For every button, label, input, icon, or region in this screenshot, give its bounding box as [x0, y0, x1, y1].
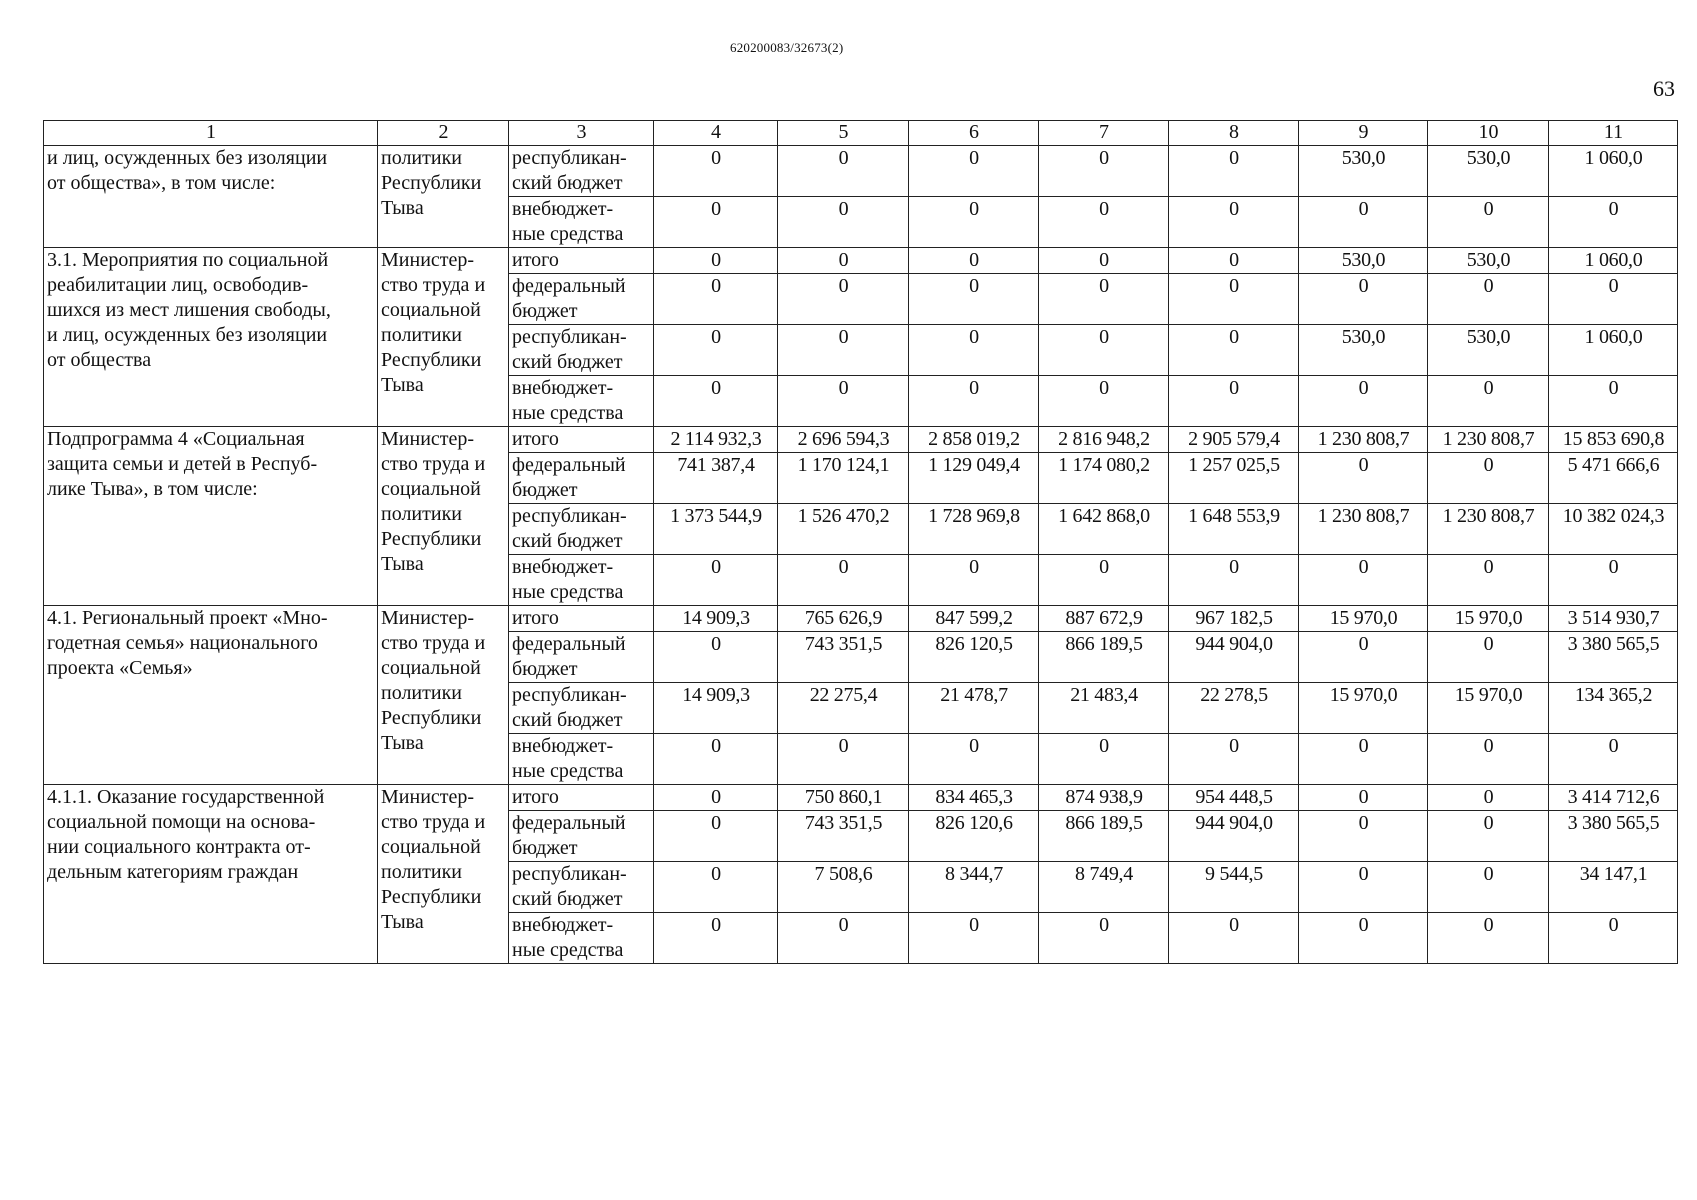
- funding-source-cell: [509, 734, 654, 785]
- value-cell: 22 278,5: [1169, 683, 1299, 734]
- value-cell: 0: [654, 862, 778, 913]
- value-cell: 0: [909, 555, 1039, 606]
- table-row: [44, 248, 1678, 274]
- value-cell: 530,0: [1428, 325, 1549, 376]
- value-cell: 0: [1039, 248, 1169, 274]
- value-cell: 0: [1169, 146, 1299, 197]
- funding-source-label: внебюджет- ные средства: [512, 198, 624, 245]
- value-cell: 944 904,0: [1169, 632, 1299, 683]
- value-cell: 8 344,7: [909, 862, 1039, 913]
- activity-name: Подпрограмма 4 «Социальная защита семьи и детей в Респуб- лике Тыва», в том числе:: [47, 428, 318, 500]
- value-cell: 1 257 025,5: [1169, 453, 1299, 504]
- value-cell: 2 816 948,2: [1039, 427, 1169, 453]
- value-cell: 0: [1299, 811, 1428, 862]
- value-cell: 0: [1169, 197, 1299, 248]
- value-cell: 0: [1428, 555, 1549, 606]
- funding-source-label: республикан- ский бюджет: [512, 505, 627, 552]
- value-cell: 0: [1299, 785, 1428, 811]
- value-cell: 826 120,5: [909, 632, 1039, 683]
- executor-cell: [378, 785, 509, 964]
- value-cell: 530,0: [1299, 248, 1428, 274]
- funding-source-label: республикан- ский бюджет: [512, 326, 627, 373]
- value-cell: 0: [778, 325, 909, 376]
- value-cell: 0: [1549, 734, 1678, 785]
- executor-name: Министер- ство труда и социальной политики Республики Тыва: [381, 428, 486, 575]
- table-row: [44, 427, 1678, 453]
- funding-source-label: федеральный бюджет: [512, 275, 626, 322]
- value-cell: 530,0: [1299, 325, 1428, 376]
- funding-source-cell: [509, 325, 654, 376]
- funding-source-label: внебюджет- ные средства: [512, 556, 624, 603]
- value-cell: 0: [1169, 913, 1299, 964]
- value-cell: 0: [909, 197, 1039, 248]
- funding-source-cell: [509, 274, 654, 325]
- activity-name-cell: [44, 146, 378, 248]
- value-cell: 5 471 666,6: [1549, 453, 1678, 504]
- value-cell: 0: [654, 197, 778, 248]
- value-cell: 3 414 712,6: [1549, 785, 1678, 811]
- value-cell: 10 382 024,3: [1549, 504, 1678, 555]
- column-header: 3: [509, 121, 654, 146]
- value-cell: 0: [1039, 555, 1169, 606]
- value-cell: 0: [1039, 913, 1169, 964]
- value-cell: 0: [1169, 734, 1299, 785]
- funding-source-label: федеральный бюджет: [512, 633, 626, 680]
- activity-name-cell: [44, 606, 378, 785]
- value-cell: 15 970,0: [1299, 683, 1428, 734]
- funding-source-cell: [509, 146, 654, 197]
- value-cell: 0: [778, 146, 909, 197]
- funding-source-label: итого: [512, 249, 559, 271]
- value-cell: 0: [778, 274, 909, 325]
- value-cell: 0: [1428, 913, 1549, 964]
- value-cell: 15 853 690,8: [1549, 427, 1678, 453]
- value-cell: 1 060,0: [1549, 325, 1678, 376]
- value-cell: 0: [1428, 197, 1549, 248]
- table-row: [44, 146, 1678, 197]
- column-header: 9: [1299, 121, 1428, 146]
- funding-source-cell: [509, 197, 654, 248]
- value-cell: 21 483,4: [1039, 683, 1169, 734]
- value-cell: 0: [654, 555, 778, 606]
- value-cell: 2 114 932,3: [654, 427, 778, 453]
- funding-source-cell: [509, 683, 654, 734]
- value-cell: 2 858 019,2: [909, 427, 1039, 453]
- value-cell: 0: [654, 376, 778, 427]
- value-cell: 750 860,1: [778, 785, 909, 811]
- value-cell: 3 514 930,7: [1549, 606, 1678, 632]
- value-cell: 866 189,5: [1039, 632, 1169, 683]
- value-cell: 0: [1169, 555, 1299, 606]
- value-cell: 1 230 808,7: [1428, 504, 1549, 555]
- value-cell: 0: [1299, 197, 1428, 248]
- activity-name: 4.1.1. Оказание государственной социальной помощи на основа- нии социального контракта от- дельным категориям граждан: [47, 786, 325, 883]
- activity-name: 3.1. Мероприятия по социальной реабилитации лиц, освободив- шихся из мест лишения свободы, и лиц, осужденных без изоляции от общества: [47, 249, 331, 371]
- value-cell: 530,0: [1428, 146, 1549, 197]
- column-header: 10: [1428, 121, 1549, 146]
- value-cell: 0: [1428, 862, 1549, 913]
- value-cell: 0: [1039, 274, 1169, 325]
- value-cell: 1 230 808,7: [1299, 504, 1428, 555]
- activity-name: и лиц, осужденных без изоляции от общества», в том числе:: [47, 147, 328, 194]
- funding-source-label: итого: [512, 607, 559, 629]
- value-cell: 2 905 579,4: [1169, 427, 1299, 453]
- value-cell: 866 189,5: [1039, 811, 1169, 862]
- value-cell: 0: [909, 325, 1039, 376]
- executor-cell: [378, 146, 509, 248]
- column-header: 11: [1549, 121, 1678, 146]
- funding-source-cell: [509, 376, 654, 427]
- value-cell: 34 147,1: [1549, 862, 1678, 913]
- funding-source-cell: [509, 811, 654, 862]
- value-cell: 743 351,5: [778, 632, 909, 683]
- funding-source-cell: [509, 453, 654, 504]
- column-header: 4: [654, 121, 778, 146]
- value-cell: 0: [909, 913, 1039, 964]
- value-cell: 0: [1299, 376, 1428, 427]
- value-cell: 887 672,9: [1039, 606, 1169, 632]
- value-cell: 0: [909, 146, 1039, 197]
- value-cell: 14 909,3: [654, 683, 778, 734]
- funding-source-label: республикан- ский бюджет: [512, 147, 627, 194]
- value-cell: 0: [909, 376, 1039, 427]
- value-cell: 9 544,5: [1169, 862, 1299, 913]
- value-cell: 0: [778, 376, 909, 427]
- funding-source-label: республикан- ский бюджет: [512, 684, 627, 731]
- column-header: 1: [44, 121, 378, 146]
- funding-source-label: итого: [512, 786, 559, 808]
- executor-cell: [378, 248, 509, 427]
- value-cell: 967 182,5: [1169, 606, 1299, 632]
- value-cell: 0: [1299, 632, 1428, 683]
- funding-source-label: федеральный бюджет: [512, 454, 626, 501]
- column-header: 8: [1169, 121, 1299, 146]
- value-cell: 0: [1549, 274, 1678, 325]
- value-cell: 0: [1428, 453, 1549, 504]
- value-cell: 0: [1549, 376, 1678, 427]
- value-cell: 0: [1299, 734, 1428, 785]
- value-cell: 1 642 868,0: [1039, 504, 1169, 555]
- value-cell: 1 728 969,8: [909, 504, 1039, 555]
- value-cell: 0: [1039, 325, 1169, 376]
- value-cell: 0: [1299, 555, 1428, 606]
- column-number-row: [44, 121, 1678, 146]
- value-cell: 1 648 553,9: [1169, 504, 1299, 555]
- value-cell: 1 129 049,4: [909, 453, 1039, 504]
- value-cell: 0: [1428, 811, 1549, 862]
- value-cell: 0: [1428, 274, 1549, 325]
- value-cell: 0: [909, 248, 1039, 274]
- funding-source-cell: [509, 785, 654, 811]
- value-cell: 0: [1299, 274, 1428, 325]
- value-cell: 847 599,2: [909, 606, 1039, 632]
- activity-name: 4.1. Региональный проект «Мно- годетная семья» национального проекта «Семья»: [47, 607, 328, 679]
- value-cell: 1 373 544,9: [654, 504, 778, 555]
- value-cell: 0: [1039, 197, 1169, 248]
- value-cell: 3 380 565,5: [1549, 632, 1678, 683]
- value-cell: 0: [909, 734, 1039, 785]
- value-cell: 0: [654, 811, 778, 862]
- executor-name: Министер- ство труда и социальной политики Республики Тыва: [381, 607, 486, 754]
- value-cell: 1 526 470,2: [778, 504, 909, 555]
- value-cell: 0: [778, 913, 909, 964]
- column-header: 7: [1039, 121, 1169, 146]
- value-cell: 0: [1169, 376, 1299, 427]
- value-cell: 0: [778, 734, 909, 785]
- value-cell: 1 060,0: [1549, 248, 1678, 274]
- value-cell: 2 696 594,3: [778, 427, 909, 453]
- value-cell: 14 909,3: [654, 606, 778, 632]
- value-cell: 0: [1039, 734, 1169, 785]
- value-cell: 21 478,7: [909, 683, 1039, 734]
- value-cell: 954 448,5: [1169, 785, 1299, 811]
- funding-source-cell: [509, 913, 654, 964]
- value-cell: 1 170 124,1: [778, 453, 909, 504]
- table-row: [44, 785, 1678, 811]
- value-cell: 0: [909, 274, 1039, 325]
- value-cell: 0: [654, 913, 778, 964]
- value-cell: 15 970,0: [1299, 606, 1428, 632]
- funding-source-cell: [509, 504, 654, 555]
- budget-table: [43, 120, 1678, 964]
- funding-source-cell: [509, 862, 654, 913]
- value-cell: 765 626,9: [778, 606, 909, 632]
- value-cell: 0: [1549, 913, 1678, 964]
- value-cell: 743 351,5: [778, 811, 909, 862]
- document-id: 620200083/32673(2): [730, 40, 844, 55]
- column-header: 2: [378, 121, 509, 146]
- value-cell: 0: [654, 734, 778, 785]
- value-cell: 0: [1169, 248, 1299, 274]
- value-cell: 741 387,4: [654, 453, 778, 504]
- value-cell: 0: [654, 248, 778, 274]
- funding-source-label: федеральный бюджет: [512, 812, 626, 859]
- value-cell: 874 938,9: [1039, 785, 1169, 811]
- value-cell: 7 508,6: [778, 862, 909, 913]
- value-cell: 0: [1549, 197, 1678, 248]
- value-cell: 0: [1299, 862, 1428, 913]
- value-cell: 0: [1299, 453, 1428, 504]
- activity-name-cell: [44, 785, 378, 964]
- column-header: 6: [909, 121, 1039, 146]
- table-body: [44, 146, 1678, 964]
- activity-name-cell: [44, 248, 378, 427]
- value-cell: 1 230 808,7: [1299, 427, 1428, 453]
- value-cell: 944 904,0: [1169, 811, 1299, 862]
- funding-source-label: итого: [512, 428, 559, 450]
- value-cell: 8 749,4: [1039, 862, 1169, 913]
- funding-source-cell: [509, 427, 654, 453]
- value-cell: 0: [1428, 785, 1549, 811]
- value-cell: 15 970,0: [1428, 683, 1549, 734]
- funding-source-label: внебюджет- ные средства: [512, 377, 624, 424]
- activity-name-cell: [44, 427, 378, 606]
- value-cell: 0: [778, 248, 909, 274]
- value-cell: 0: [778, 197, 909, 248]
- funding-source-cell: [509, 606, 654, 632]
- value-cell: 3 380 565,5: [1549, 811, 1678, 862]
- executor-name: политики Республики Тыва: [381, 147, 482, 219]
- value-cell: 826 120,6: [909, 811, 1039, 862]
- value-cell: 0: [1549, 555, 1678, 606]
- value-cell: 1 230 808,7: [1428, 427, 1549, 453]
- value-cell: 1 060,0: [1549, 146, 1678, 197]
- value-cell: 22 275,4: [778, 683, 909, 734]
- value-cell: 0: [778, 555, 909, 606]
- funding-source-cell: [509, 248, 654, 274]
- value-cell: 0: [654, 632, 778, 683]
- funding-source-label: внебюджет- ные средства: [512, 914, 624, 961]
- value-cell: 530,0: [1428, 248, 1549, 274]
- funding-source-label: внебюджет- ные средства: [512, 735, 624, 782]
- value-cell: 0: [654, 785, 778, 811]
- value-cell: 1 174 080,2: [1039, 453, 1169, 504]
- value-cell: 134 365,2: [1549, 683, 1678, 734]
- value-cell: 0: [1299, 913, 1428, 964]
- value-cell: 0: [1428, 734, 1549, 785]
- value-cell: 0: [1039, 376, 1169, 427]
- funding-source-label: республикан- ский бюджет: [512, 863, 627, 910]
- value-cell: 0: [654, 325, 778, 376]
- value-cell: 530,0: [1299, 146, 1428, 197]
- executor-name: Министер- ство труда и социальной политики Республики Тыва: [381, 249, 486, 396]
- value-cell: 0: [1169, 325, 1299, 376]
- value-cell: 15 970,0: [1428, 606, 1549, 632]
- value-cell: 834 465,3: [909, 785, 1039, 811]
- page-number: 63: [1653, 76, 1675, 101]
- value-cell: 0: [654, 146, 778, 197]
- funding-source-cell: [509, 555, 654, 606]
- funding-source-cell: [509, 632, 654, 683]
- value-cell: 0: [1169, 274, 1299, 325]
- table-row: [44, 606, 1678, 632]
- value-cell: 0: [654, 274, 778, 325]
- executor-cell: [378, 606, 509, 785]
- value-cell: 0: [1428, 376, 1549, 427]
- value-cell: 0: [1039, 146, 1169, 197]
- executor-name: Министер- ство труда и социальной политики Республики Тыва: [381, 786, 486, 933]
- value-cell: 0: [1428, 632, 1549, 683]
- executor-cell: [378, 427, 509, 606]
- column-header: 5: [778, 121, 909, 146]
